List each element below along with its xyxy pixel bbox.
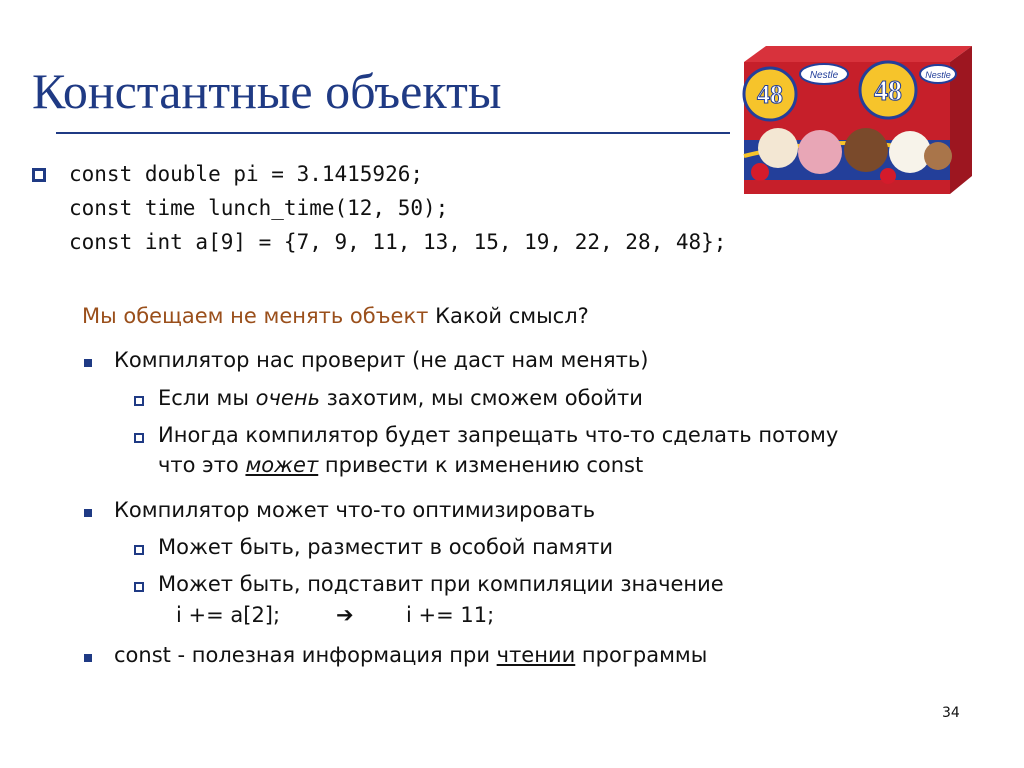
hollow-square-bullet-icon (134, 433, 144, 443)
strawberry-icon (751, 163, 769, 181)
slide-title: Константные объекты (32, 63, 502, 119)
subpoint-forbid-before: что это (158, 453, 246, 477)
box-top-face (744, 46, 972, 62)
example-after: i += 11; (406, 603, 495, 627)
title-underline (56, 132, 730, 134)
question-text: Какой смысл? (435, 304, 589, 328)
intro-line (82, 304, 589, 328)
badge-left-number: 48 (757, 80, 783, 109)
promise-text: Мы обещаем не менять объект (82, 304, 429, 328)
code-line: const time lunch_time(12, 50); (69, 196, 449, 220)
caramel-scoop (924, 142, 952, 170)
hollow-square-bullet-icon (134, 545, 144, 555)
point-const-emph: чтении (496, 643, 576, 667)
code-line: const int a[9] = {7, 9, 11, 13, 15, 19, 22, 28, 48}; (69, 230, 727, 254)
subpoint-special-memory: Может быть, разместит в особой памяти (158, 535, 614, 559)
page-number: 34 (942, 705, 960, 721)
subpoint-bypass-emph: очень (255, 386, 320, 410)
point-compiler-checks: Компилятор нас проверит (не даст нам менять) (114, 348, 649, 372)
point-compiler-optimizes: Компилятор может что-то оптимизировать (114, 498, 596, 522)
ice-cream-box-illustration (738, 44, 978, 210)
square-bullet-icon (84, 509, 92, 517)
badge-right-number: 48 (874, 76, 902, 107)
chocolate-scoop (844, 128, 888, 172)
arrow-right-icon: ➔ (336, 603, 354, 627)
subpoint-bypass-before: Если мы (158, 386, 256, 410)
strawberry-scoop (798, 130, 842, 174)
point-const-after: программы (575, 643, 708, 667)
subpoint-forbid-after: привести к изменению const (318, 453, 644, 477)
subpoint-bypass-after: захотим, мы сможем обойти (319, 386, 643, 410)
point-const-info (114, 643, 707, 667)
strawberry-icon (880, 168, 896, 184)
subpoint-substitute: Может быть, подставит при компиляции значение (158, 572, 724, 596)
brand-text-right: Nestle (925, 70, 951, 80)
subpoint-forbid-line2 (158, 453, 643, 477)
subpoint-forbid-emph: может (245, 453, 319, 477)
hollow-square-bullet-icon (134, 582, 144, 592)
square-bullet-icon (84, 359, 92, 367)
hollow-square-bullet-icon (134, 396, 144, 406)
subpoint-forbid-line1: Иногда компилятор будет запрещать что-то сделать потому (158, 423, 839, 447)
code-line: const double pi = 3.1415926; (69, 162, 424, 186)
subpoint-bypass (158, 386, 643, 410)
vanilla-scoop (758, 128, 798, 168)
brand-text-left: Nestle (809, 70, 839, 81)
example-before: i += a[2]; (176, 603, 281, 627)
square-bullet-icon (84, 654, 92, 662)
point-const-before: const - полезная информация при (114, 643, 497, 667)
hollow-square-bullet-icon (32, 168, 46, 182)
